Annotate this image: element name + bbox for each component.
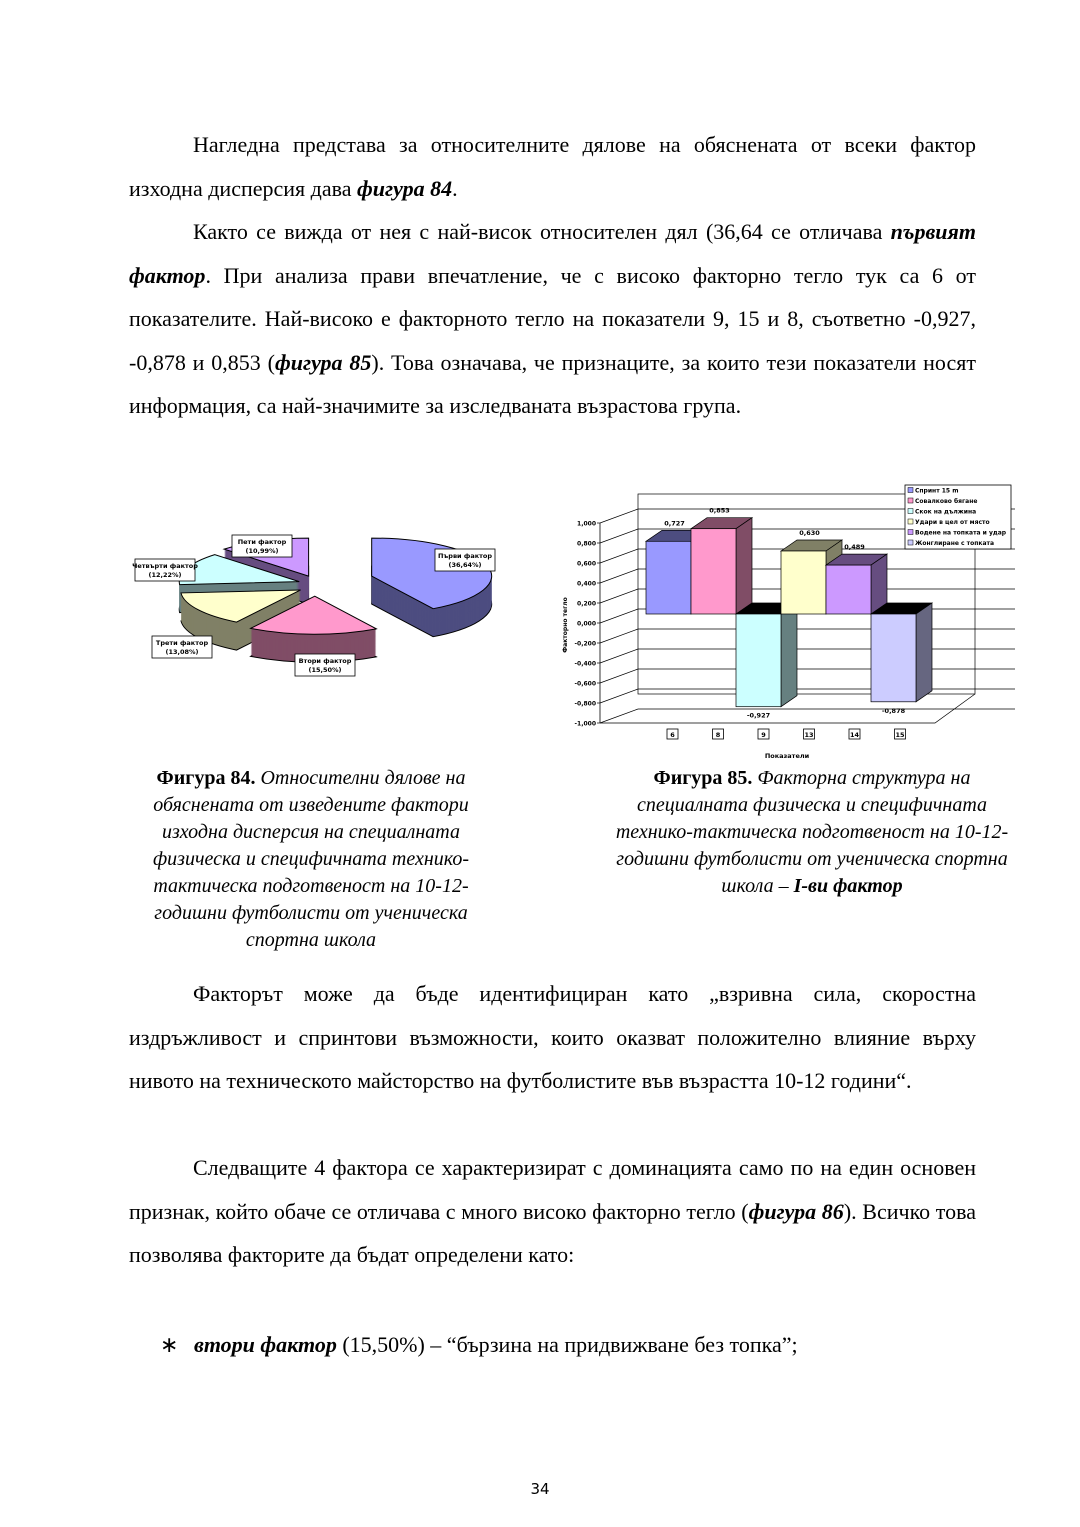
caption-label: Фигура 85. bbox=[653, 767, 753, 789]
bar-side bbox=[781, 603, 797, 707]
text: ). Всичко това позволява факторите да бъдат определени като: bbox=[129, 1198, 976, 1268]
bar bbox=[826, 565, 871, 614]
legend-label: Удари в цел от място bbox=[915, 519, 990, 526]
legend-label: Совалково бягане bbox=[915, 498, 978, 505]
bar-side bbox=[736, 518, 752, 614]
emphasis: първият фактор bbox=[129, 219, 976, 288]
legend-swatch bbox=[908, 488, 913, 493]
y-tick-label: 0,200 bbox=[577, 600, 596, 608]
text: Нагледна представа за относителните дялове на обяснената от всеки фактор изходна дисперсия дава bbox=[129, 132, 976, 201]
side-gridline bbox=[600, 609, 638, 623]
caption-emphasis: I-ви фактор bbox=[793, 875, 903, 897]
bar-chart-figure-85 bbox=[555, 480, 1015, 765]
side-gridline bbox=[600, 689, 638, 703]
bar bbox=[646, 541, 691, 614]
y-tick-label: -0,200 bbox=[574, 640, 596, 648]
y-tick-label: 0,400 bbox=[577, 580, 596, 588]
x-tick-label: 14 bbox=[849, 731, 860, 739]
legend-swatch bbox=[908, 509, 913, 514]
paragraph-1 bbox=[129, 123, 976, 210]
pie-label-name: Пети фактор bbox=[237, 538, 287, 546]
bar bbox=[781, 551, 826, 614]
paragraph-3 bbox=[129, 972, 976, 1103]
side-gridline bbox=[600, 709, 638, 723]
y-tick-label: -1,000 bbox=[574, 720, 596, 728]
bar bbox=[736, 614, 781, 707]
emphasis: втори фактор bbox=[194, 1332, 337, 1357]
bullet-icon: ∗ bbox=[160, 1332, 179, 1357]
bar-value-label: 0,630 bbox=[799, 529, 820, 537]
pie-label-name: Трети фактор bbox=[155, 639, 209, 647]
y-tick-label: -0,600 bbox=[574, 680, 596, 688]
legend-swatch bbox=[908, 519, 913, 524]
x-tick-label: 9 bbox=[761, 731, 766, 739]
pie-label-value: (12,22%) bbox=[148, 571, 182, 579]
figure-ref: фигура 84 bbox=[356, 175, 453, 201]
bar-value-label: 0,489 bbox=[844, 543, 865, 552]
pie-label-name: Четвърти фактор bbox=[132, 562, 198, 570]
legend-swatch bbox=[908, 540, 913, 545]
bar-value-label: 0,727 bbox=[664, 519, 685, 528]
legend-label: Скок на дължина bbox=[915, 508, 977, 516]
x-axis-label: Показатели bbox=[764, 752, 810, 760]
y-tick-label: 1,000 bbox=[577, 520, 596, 528]
caption-text: Относителни дялове на обяснената от изведените фактори изходна дисперсия на специалната физическа и специфичната технико-тактическа подготвеност на 10-12-годишни футболисти от ученическа спортна школа bbox=[152, 767, 470, 951]
x-tick-label: 6 bbox=[670, 731, 675, 739]
x-tick-label: 8 bbox=[715, 731, 721, 739]
side-gridline bbox=[600, 649, 638, 663]
pie-label-value: (36,64%) bbox=[448, 561, 482, 569]
y-tick-label: 0,600 bbox=[577, 560, 596, 568]
pie-chart-figure-84 bbox=[120, 520, 500, 690]
caption-label: Фигура 84. bbox=[156, 767, 256, 789]
y-axis-label: Факторно тегло bbox=[562, 597, 569, 653]
figure-ref: фигура 86 bbox=[748, 1198, 844, 1224]
y-tick-label: 0,800 bbox=[577, 540, 596, 548]
pie-label-name: Втори фактор bbox=[298, 657, 352, 665]
bullet-item bbox=[160, 1330, 798, 1360]
bar bbox=[691, 529, 736, 614]
pie-label-value: (10,99%) bbox=[245, 547, 279, 555]
side-gridline bbox=[600, 669, 638, 683]
bar-value-label: -0,878 bbox=[881, 706, 906, 715]
side-gridline bbox=[600, 629, 638, 643]
bar-value-label: -0,927 bbox=[746, 711, 771, 720]
bar-side bbox=[916, 603, 932, 702]
bar-value-label: 0,853 bbox=[709, 506, 730, 515]
paragraph-2 bbox=[129, 210, 976, 428]
text: Следващите 4 фактора се характеризират с доминацията само по на един основен признак, който обаче се отличава с много високо факторно тегло ( bbox=[129, 1155, 976, 1224]
text: (15,50%) – “бързина на придвижване без топка”; bbox=[336, 1332, 798, 1357]
side-gridline bbox=[600, 569, 638, 583]
caption-figure-84 bbox=[118, 765, 504, 954]
text: . При анализа прави впечатление, че с високо факторно тегло тук са 6 от показателите. Най-високо е факторното тегло на показатели 9, 15 и 8, съответно -0,927, -0,878 и 0,853 ( bbox=[129, 262, 976, 375]
caption-figure-85 bbox=[612, 765, 1012, 900]
figure-ref: фигура 85 bbox=[274, 349, 372, 375]
y-tick-label: -0,400 bbox=[574, 660, 596, 668]
bar bbox=[871, 614, 916, 702]
legend-swatch bbox=[908, 498, 913, 503]
x-tick-label: 13 bbox=[804, 731, 814, 739]
caption-text: Факторна структура на специалната физическа и специфичната технико-тактическа подготвеност на 10-12-годишни футболисти от ученическа спортна школа – bbox=[615, 767, 1009, 897]
legend-label: Жонглиране с топката bbox=[915, 540, 995, 547]
pie-label-value: (13,08%) bbox=[165, 648, 199, 656]
legend-label: Водене на топката и удар bbox=[915, 529, 1007, 537]
side-gridline bbox=[600, 509, 638, 523]
side-gridline bbox=[600, 529, 638, 543]
y-tick-label: -0,800 bbox=[574, 700, 596, 708]
y-tick-label: 0,000 bbox=[577, 620, 596, 628]
text: ). Това означава, че признаците, за които тези показатели носят информация, са най-значимите за изследваната възрастова група. bbox=[129, 349, 976, 419]
side-gridline bbox=[600, 589, 638, 603]
text: Както се вижда от нея с най-висок относителен дял (36,64 се отличава bbox=[193, 219, 891, 244]
text: . bbox=[452, 175, 458, 201]
pie-label-name: Първи фактор bbox=[437, 552, 493, 560]
legend-label: Спринт 15 m bbox=[915, 487, 959, 495]
paragraph-4 bbox=[129, 1146, 976, 1277]
page-number: 34 bbox=[530, 1480, 550, 1498]
side-gridline bbox=[600, 549, 638, 563]
pie-label-value: (15,50%) bbox=[308, 666, 342, 674]
x-tick-label: 15 bbox=[895, 731, 905, 739]
text: Факторът може да бъде идентифициран като „взривна сила, скоростна издръжливост и спринтови възможности, които оказват положително влияние върху нивото на техническото майсторство на футболистите във възрастта 10-12 години“. bbox=[129, 981, 976, 1094]
legend-swatch bbox=[908, 530, 913, 535]
